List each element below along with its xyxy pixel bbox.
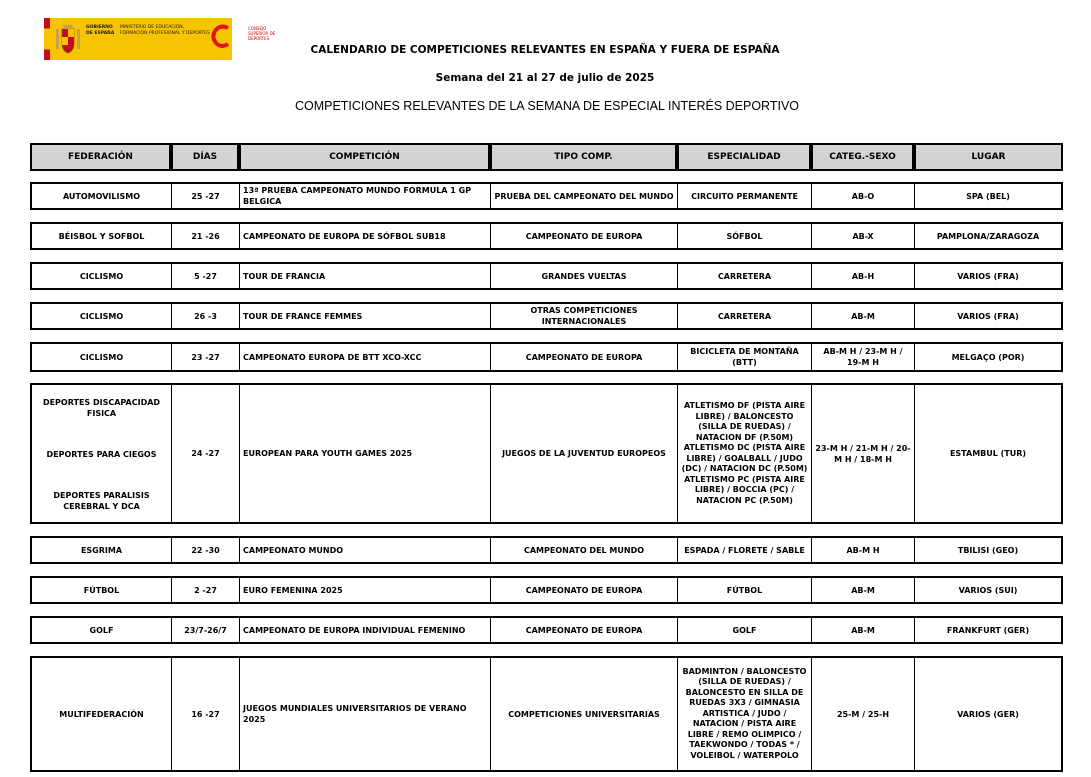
cell-tipo: CAMPEONATO DE EUROPA [490,222,677,250]
cell-federacion: GOLF [30,616,171,644]
cell-federacion [30,383,171,524]
cell-especialidad: CARRETERA [677,302,811,330]
cell-competicion: CAMPEONATO DE EUROPA INDIVIDUAL FEMENINO [239,616,490,644]
cell-especialidad: GOLF [677,616,811,644]
cell-categoria: AB-M H [811,536,914,564]
table-header [30,143,1063,171]
cell-tipo: CAMPEONATO DE EUROPA [490,342,677,372]
section-subtitle: COMPETICIONES RELEVANTES DE LA SEMANA DE ESPECIAL INTERÉS DEPORTIVO [294,99,800,113]
cell-dias: 16 -27 [171,656,239,772]
cell-tipo: CAMPEONATO DE EUROPA [490,576,677,604]
cell-federacion: FÚTBOL [30,576,171,604]
header-competicion: COMPETICIÓN [239,143,490,171]
coat-of-arms-icon [54,23,82,55]
cell-federacion: CICLISMO [30,342,171,372]
cell-lugar: PAMPLONA/ZARAGOZA [914,222,1063,250]
cell-lugar: VARIOS (FRA) [914,262,1063,290]
cell-competicion: TOUR DE FRANCE FEMMES [239,302,490,330]
cell-dias: 25 -27 [171,182,239,210]
cell-lugar: VARIOS (SUI) [914,576,1063,604]
cell-categoria: AB-M [811,616,914,644]
header-lugar: LUGAR [914,143,1063,171]
cell-federacion: BÉISBOL Y SOFBOL [30,222,171,250]
cell-categoria: AB-X [811,222,914,250]
page-title: CALENDARIO DE COMPETICIONES RELEVANTES EN ESPAÑA Y FUERA DE ESPAÑA [310,44,780,56]
table-row [30,222,1063,250]
cell-tipo: CAMPEONATO DE EUROPA [490,616,677,644]
cell-competicion: CAMPEONATO DE EUROPA DE SÓFBOL SUB18 [239,222,490,250]
cell-categoria: AB-H [811,262,914,290]
federation-item: DEPORTES DISCAPACIDAD FISICA [42,398,161,418]
table-row [30,616,1063,644]
table-row [30,182,1063,210]
ministry-label: GOBIERNO DE ESPAÑA [86,25,115,36]
cell-categoria: 25-M / 25-H [811,656,914,772]
cell-especialidad: SÓFBOL [677,222,811,250]
cell-especialidad: BICICLETA DE MONTAÑA (BTT) [677,342,811,372]
cell-federacion: CICLISMO [30,262,171,290]
cell-dias: 23 -27 [171,342,239,372]
cell-lugar: MELGAÇO (POR) [914,342,1063,372]
cell-dias: 22 -30 [171,536,239,564]
cell-federacion: CICLISMO [30,302,171,330]
cell-competicion: EUROPEAN PARA YOUTH GAMES 2025 [239,383,490,524]
table-row [30,536,1063,564]
cell-competicion: CAMPEONATO EUROPA DE BTT XCO-XCC [239,342,490,372]
cell-especialidad: CIRCUITO PERMANENTE [677,182,811,210]
header-tipo: TIPO COMP. [490,143,677,171]
cell-dias: 2 -27 [171,576,239,604]
csd-logo-icon [210,22,236,54]
department-label: MINISTERIO DE EDUCACIÓN, FORMACIÓN PROFESIONAL Y DEPORTES [120,25,210,36]
cell-lugar: VARIOS (FRA) [914,302,1063,330]
cell-especialidad: FÚTBOL [677,576,811,604]
table-row [30,262,1063,290]
week-label: Semana del 21 al 27 de julio de 2025 [435,72,655,84]
cell-especialidad: BADMINTON / BALONCESTO (SILLA DE RUEDAS) / BALONCESTO EN SILLA DE RUEDAS 3X3 / GIMNASIA ARTISTICA / JUDO / NATACION / PISTA AIRE LIBRE / REMO OLIMPICO / TAEKWONDO / TODAS * / VOLEIBOL / WATERPOLO [677,656,811,772]
cell-especialidad: ESPADA / FLORETE / SABLE [677,536,811,564]
cell-dias: 26 -3 [171,302,239,330]
cell-categoria: AB-M [811,576,914,604]
cell-lugar: VARIOS (GER) [914,656,1063,772]
federation-item: DEPORTES PARALISIS CEREBRAL Y DCA [53,491,150,511]
cell-dias: 5 -27 [171,262,239,290]
cell-dias: 24 -27 [171,383,239,524]
header-categoria: CATEG.-SEXO [811,143,914,171]
cell-dias: 23/7-26/7 [171,616,239,644]
cell-especialidad: CARRETERA [677,262,811,290]
cell-federacion: ESGRIMA [30,536,171,564]
cell-categoria: AB-O [811,182,914,210]
cell-tipo: CAMPEONATO DEL MUNDO [490,536,677,564]
cell-dias: 21 -26 [171,222,239,250]
cell-tipo: JUEGOS DE LA JUVENTUD EUROPEOS [490,383,677,524]
cell-competicion: 13ª PRUEBA CAMPEONATO MUNDO FORMULA 1 GP BELGICA [239,182,490,210]
cell-lugar: TBILISI (GEO) [914,536,1063,564]
cell-tipo: COMPETICIONES UNIVERSITARIAS [490,656,677,772]
table-row [30,302,1063,330]
cell-lugar: FRANKFURT (GER) [914,616,1063,644]
table-row [30,383,1063,524]
flag-stripe [44,18,50,60]
table-row [30,342,1063,372]
header-dias: DÍAS [171,143,239,171]
csd-label: CONSEJO SUPERIOR DE DEPORTES [248,26,276,41]
cell-federacion: AUTOMOVILISMO [30,182,171,210]
header-especialidad: ESPECIALIDAD [677,143,811,171]
cell-categoria: AB-M H / 23-M H / 19-M H [811,342,914,372]
cell-categoria: AB-M [811,302,914,330]
table-row [30,656,1063,772]
federation-list [35,385,168,522]
cell-competicion: CAMPEONATO MUNDO [239,536,490,564]
cell-competicion: JUEGOS MUNDIALES UNIVERSITARIOS DE VERANO 2025 [239,656,490,772]
cell-categoria: 23-M H / 21-M H / 20-M H / 18-M H [811,383,914,524]
cell-tipo: GRANDES VUELTAS [490,262,677,290]
cell-lugar: SPA (BEL) [914,182,1063,210]
header-federacion: FEDERACIÓN [30,143,171,171]
cell-competicion: TOUR DE FRANCIA [239,262,490,290]
cell-tipo: PRUEBA DEL CAMPEONATO DEL MUNDO [490,182,677,210]
cell-especialidad: ATLETISMO DF (PISTA AIRE LIBRE) / BALONCESTO (SILLA DE RUEDAS) / NATACION DF (P.50M) ATLETISMO DC (PISTA AIRE LIBRE) / GOALBALL / JUDO (DC) / NATACION DC (P.50M) ATLETISMO PC (PISTA AIRE LIBRE) / BOCCIA (PC) / NATACION PC (P.50M) [677,383,811,524]
cell-tipo: OTRAS COMPETICIONES INTERNACIONALES [490,302,677,330]
cell-federacion: MULTIFEDERACIÓN [30,656,171,772]
federation-item: DEPORTES PARA CIEGOS [46,450,157,459]
table-row [30,576,1063,604]
cell-lugar: ESTAMBUL (TUR) [914,383,1063,524]
ministry-logo [44,18,232,60]
cell-competicion: EURO FEMENINA 2025 [239,576,490,604]
